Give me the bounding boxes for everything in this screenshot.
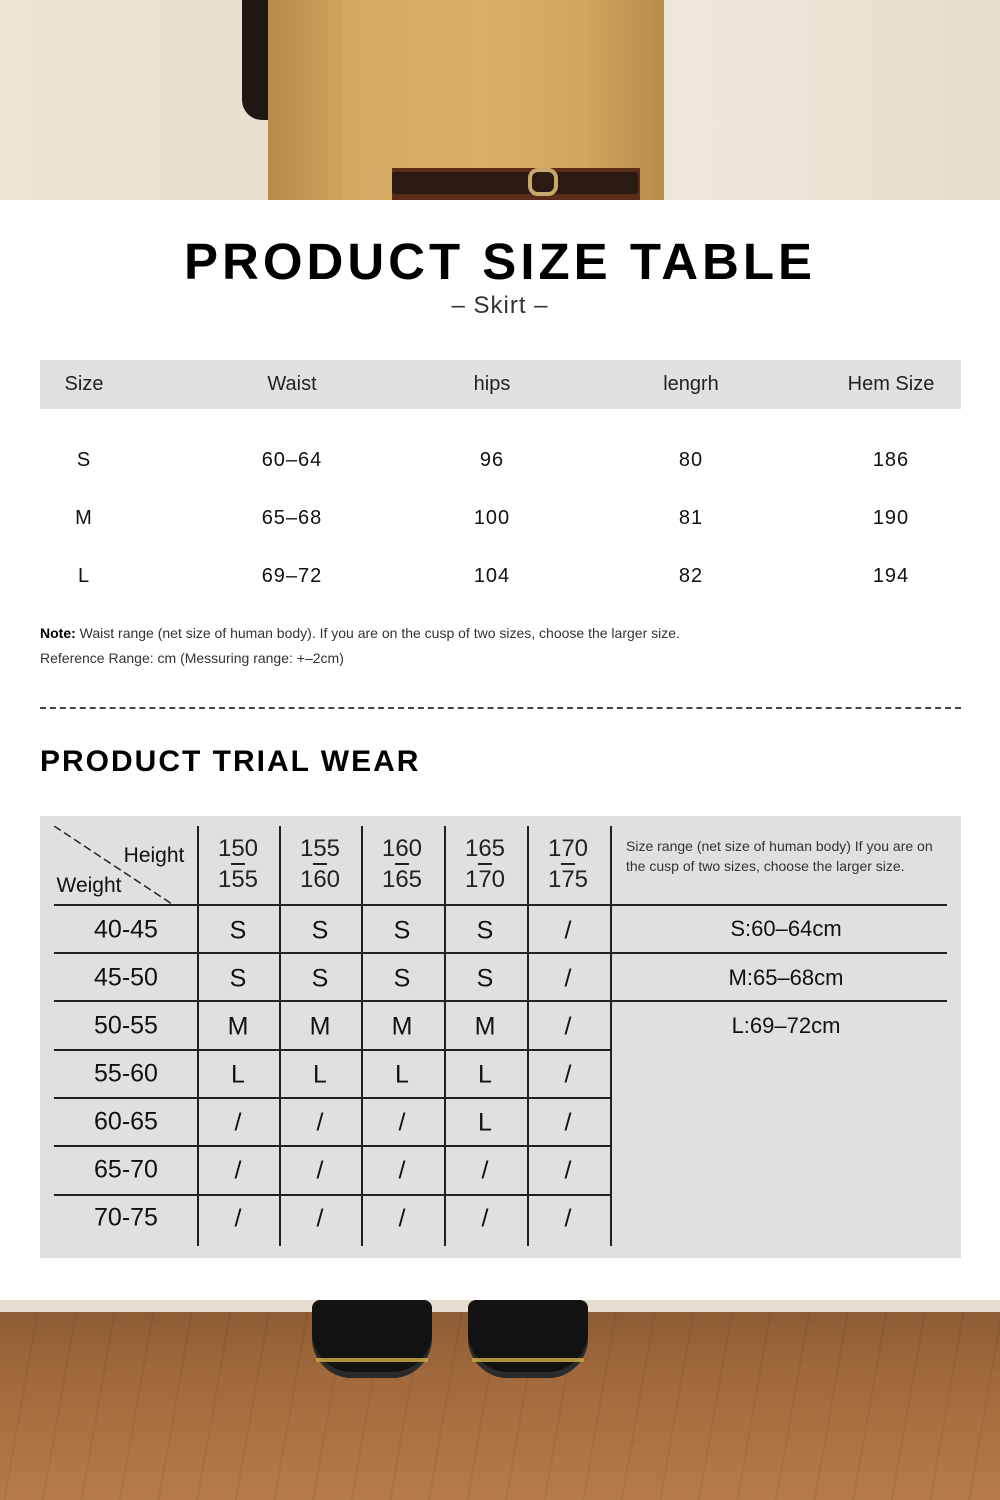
boot-stitch	[472, 1358, 584, 1362]
weight-65-70: 65-70	[94, 1155, 158, 1184]
cell-size: S	[76, 449, 92, 471]
height-label: Height	[123, 844, 185, 867]
header-hem-size: Hem Size	[847, 373, 935, 395]
fit-cell: /	[564, 916, 572, 945]
weight-45-50: 45-50	[94, 963, 158, 992]
height-range-160-165: 160 165	[381, 835, 423, 893]
fit-cell: /	[481, 1204, 489, 1233]
section-divider	[40, 707, 961, 709]
size-row-s	[40, 440, 961, 480]
grid-line	[361, 826, 363, 1246]
cell-hem-size: 194	[872, 565, 910, 587]
size-range-note: Size range (net size of human body) If you are on the cusp of two sizes, choose the larger size.	[626, 838, 933, 874]
right-boot	[468, 1300, 588, 1378]
model-left-sleeve	[268, 0, 342, 200]
size-note	[40, 625, 680, 641]
cell-waist: 60–64	[261, 449, 323, 471]
fit-cell: L	[395, 1060, 409, 1089]
weight-70-75: 70-75	[94, 1203, 158, 1232]
header-size: Size	[64, 373, 104, 395]
cell-size: M	[75, 507, 93, 529]
grid-line	[197, 826, 199, 1246]
weight-40-45: 40-45	[94, 915, 158, 944]
bottom-photo	[0, 1300, 1000, 1500]
cell-hips: 96	[479, 449, 505, 471]
fit-cell: /	[234, 1108, 242, 1137]
grid-line	[54, 1145, 611, 1147]
size-range-l: L:69–72cm	[731, 1013, 841, 1038]
fit-cell: /	[316, 1156, 324, 1185]
fit-cell: /	[398, 1204, 406, 1233]
weight-50-55: 50-55	[94, 1011, 158, 1040]
grid-line	[610, 826, 612, 1246]
cell-waist: 69–72	[261, 565, 323, 587]
grid-line	[54, 904, 611, 906]
grid-line	[527, 826, 529, 1246]
fit-cell: /	[316, 1108, 324, 1137]
grid-line	[54, 1194, 611, 1196]
size-table-header	[40, 360, 961, 409]
note-text: Waist range (net size of human body). If you are on the cusp of two sizes, choose the larger size.	[75, 625, 680, 641]
fit-cell: /	[564, 964, 572, 993]
cell-length: 80	[678, 449, 704, 471]
model-belt	[392, 172, 638, 194]
header-waist: Waist	[267, 373, 317, 395]
fit-cell: S	[393, 964, 411, 993]
fit-cell: M	[227, 1012, 249, 1041]
fit-cell: S	[393, 916, 411, 945]
fit-cell: S	[476, 964, 494, 993]
cell-size: L	[77, 565, 91, 587]
cell-hem-size: 190	[872, 507, 910, 529]
grid-line	[611, 952, 947, 954]
left-boot	[312, 1300, 432, 1378]
grid-line	[611, 904, 947, 906]
top-photo	[0, 0, 1000, 200]
note-label: Note:	[40, 625, 76, 641]
fit-cell: S	[476, 916, 494, 945]
grid-line	[279, 826, 281, 1246]
size-row-l	[40, 556, 961, 596]
fit-cell: L	[231, 1060, 245, 1089]
fit-cell: /	[234, 1204, 242, 1233]
fit-cell: /	[564, 1156, 572, 1185]
size-range-m: M:65–68cm	[728, 965, 844, 990]
boot-stitch	[316, 1358, 428, 1362]
fit-cell: /	[398, 1156, 406, 1185]
fit-cell: /	[316, 1204, 324, 1233]
page-title: PRODUCT SIZE TABLE	[183, 233, 817, 290]
fit-cell: L	[313, 1060, 327, 1089]
weight-60-65: 60-65	[94, 1107, 158, 1136]
fit-cell: /	[564, 1012, 572, 1041]
fit-cell: /	[398, 1108, 406, 1137]
height-range-165-170: 165 170	[464, 835, 506, 893]
cell-waist: 65–68	[261, 507, 323, 529]
trial-wear-title: PRODUCT TRIAL WEAR	[40, 745, 421, 778]
height-range-170-175: 170 175	[547, 835, 589, 893]
size-row-m	[40, 498, 961, 538]
fit-cell: /	[564, 1108, 572, 1137]
fit-cell: M	[391, 1012, 413, 1041]
page-subtitle: – Skirt –	[451, 292, 549, 319]
weight-55-60: 55-60	[94, 1059, 158, 1088]
fit-cell: /	[481, 1156, 489, 1185]
fit-cell: S	[229, 964, 247, 993]
fit-cell: S	[229, 916, 247, 945]
fit-cell: M	[474, 1012, 496, 1041]
fit-cell: /	[234, 1156, 242, 1185]
grid-line	[611, 1000, 947, 1002]
fit-cell: L	[478, 1060, 492, 1089]
fit-cell: S	[311, 916, 329, 945]
fit-cell: L	[478, 1108, 492, 1137]
fit-cell: /	[564, 1060, 572, 1089]
header-length: lengrh	[663, 373, 719, 395]
fit-cell: M	[309, 1012, 331, 1041]
cell-length: 81	[678, 507, 704, 529]
grid-line	[54, 952, 611, 954]
reference-range-note: Reference Range: cm (Messuring range: +–2cm)	[40, 650, 344, 666]
fit-cell: S	[311, 964, 329, 993]
cell-hem-size: 186	[872, 449, 910, 471]
cell-length: 82	[678, 565, 704, 587]
weight-label: Weight	[56, 874, 122, 897]
grid-line	[444, 826, 446, 1246]
header-hips: hips	[473, 373, 511, 395]
cell-hips: 104	[473, 565, 511, 587]
grid-line	[54, 1097, 611, 1099]
grid-line	[54, 1000, 611, 1002]
height-range-155-160: 155 160	[299, 835, 341, 893]
height-range-150-155: 150 155	[217, 835, 259, 893]
belt-buckle	[528, 168, 558, 196]
size-range-s: S:60–64cm	[730, 916, 842, 941]
grid-line	[54, 1049, 611, 1051]
fit-cell: /	[564, 1204, 572, 1233]
cell-hips: 100	[473, 507, 511, 529]
